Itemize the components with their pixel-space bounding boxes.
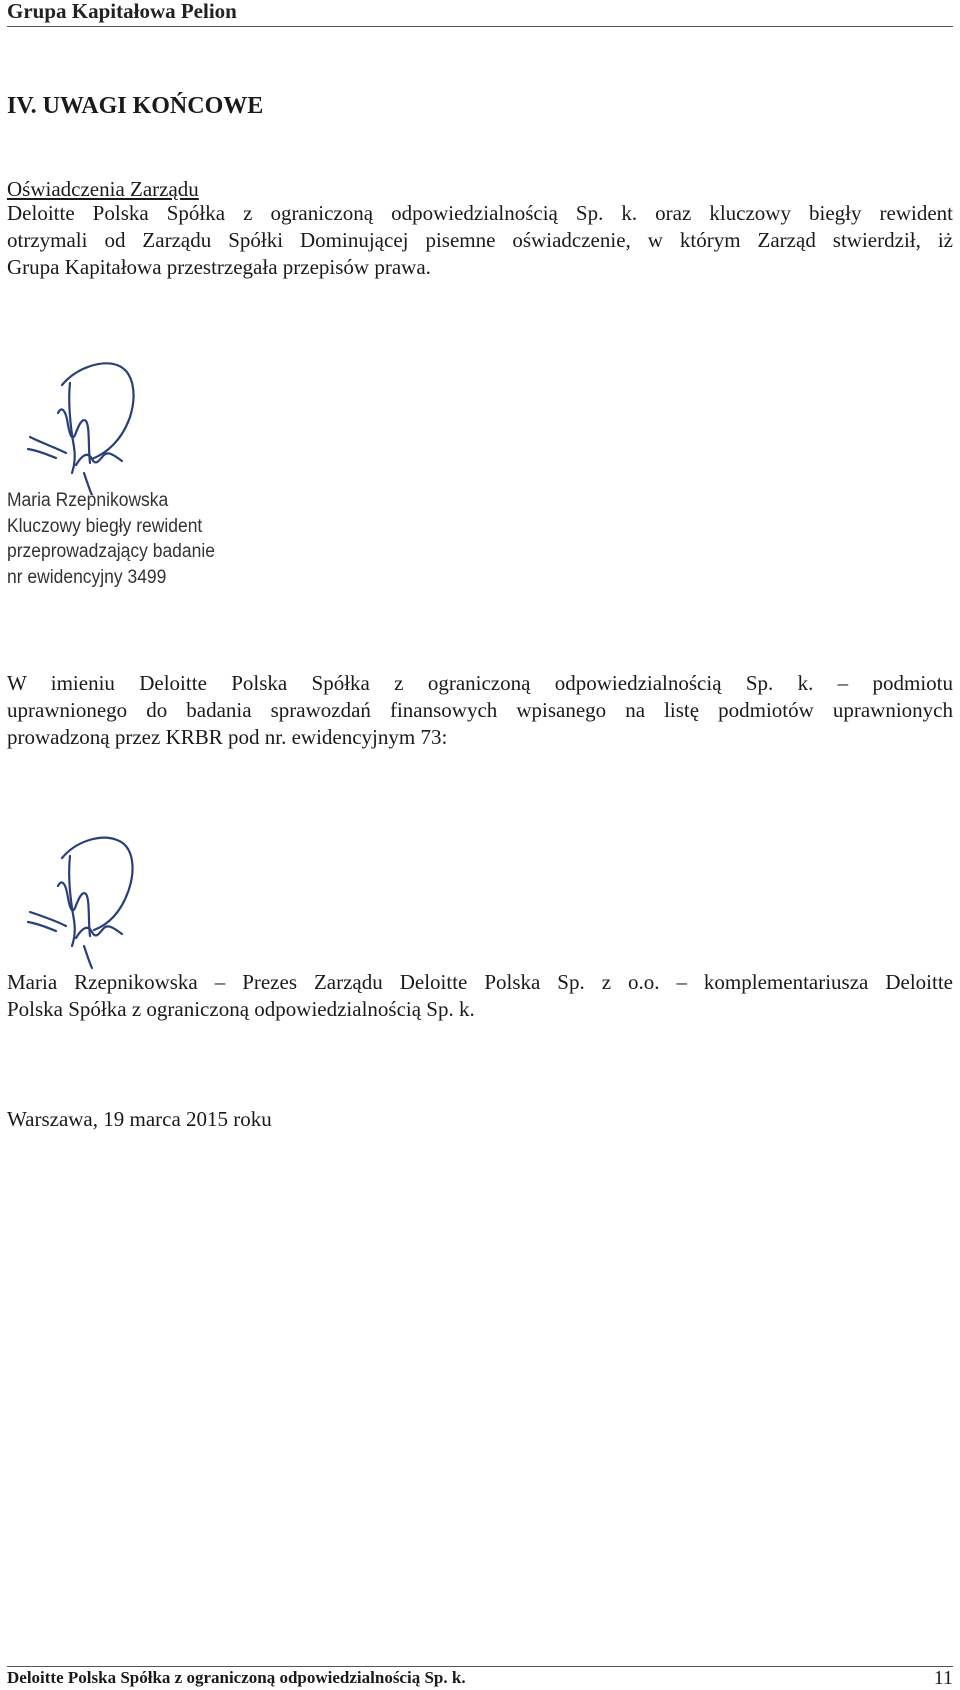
president-line: Polska Spółka z ograniczoną odpowiedzialnością Sp. k. xyxy=(7,997,475,1021)
place-and-date: Warszawa, 19 marca 2015 roku xyxy=(7,1107,272,1131)
section-heading: IV. UWAGI KOŃCOWE xyxy=(7,93,264,119)
auditor-handwritten-signature xyxy=(22,355,152,495)
president-handwritten-signature xyxy=(22,830,152,970)
on-behalf-line: uprawnionego do badania sprawozdań finansowych wpisanego na listę podmiotów uprawnionych xyxy=(7,698,953,722)
statement-paragraph xyxy=(7,200,953,281)
statement-line: Grupa Kapitałowa przestrzegała przepisów prawa. xyxy=(7,255,431,279)
statement-line: Deloitte Polska Spółka z ograniczoną odpowiedzialnością Sp. k. oraz kluczowy biegły rewident xyxy=(7,201,953,225)
auditor-registration-number: nr ewidencyjny 3499 xyxy=(7,566,167,588)
on-behalf-paragraph xyxy=(7,670,953,751)
header-divider xyxy=(7,26,953,27)
president-line: Maria Rzepnikowska – Prezes Zarządu Deloitte Polska Sp. z o.o. – komplementariusza Deloitte xyxy=(7,970,953,994)
footer-company: Deloitte Polska Spółka z ograniczoną odpowiedzialnością Sp. k. xyxy=(7,1668,466,1687)
auditor-role: Kluczowy biegły rewident xyxy=(7,515,203,537)
auditor-name: Maria Rzepnikowska xyxy=(7,490,169,511)
document-header-title: Grupa Kapitałowa Pelion xyxy=(7,0,237,23)
auditor-details xyxy=(7,488,215,590)
subheading-management-statements: Oświadczenia Zarządu xyxy=(7,177,199,201)
page-number: 11 xyxy=(933,1667,953,1689)
statement-line: otrzymali od Zarządu Spółki Dominującej pisemne oświadczenie, w którym Zarząd stwierdził, iż xyxy=(7,228,953,252)
president-paragraph xyxy=(7,969,953,1023)
on-behalf-line: W imieniu Deloitte Polska Spółka z ograniczoną odpowiedzialnością Sp. k. – podmiotu xyxy=(7,671,953,695)
on-behalf-line: prowadzoną przez KRBR pod nr. ewidencyjnym 73: xyxy=(7,725,448,749)
auditor-role-continued: przeprowadzający badanie xyxy=(7,541,215,562)
